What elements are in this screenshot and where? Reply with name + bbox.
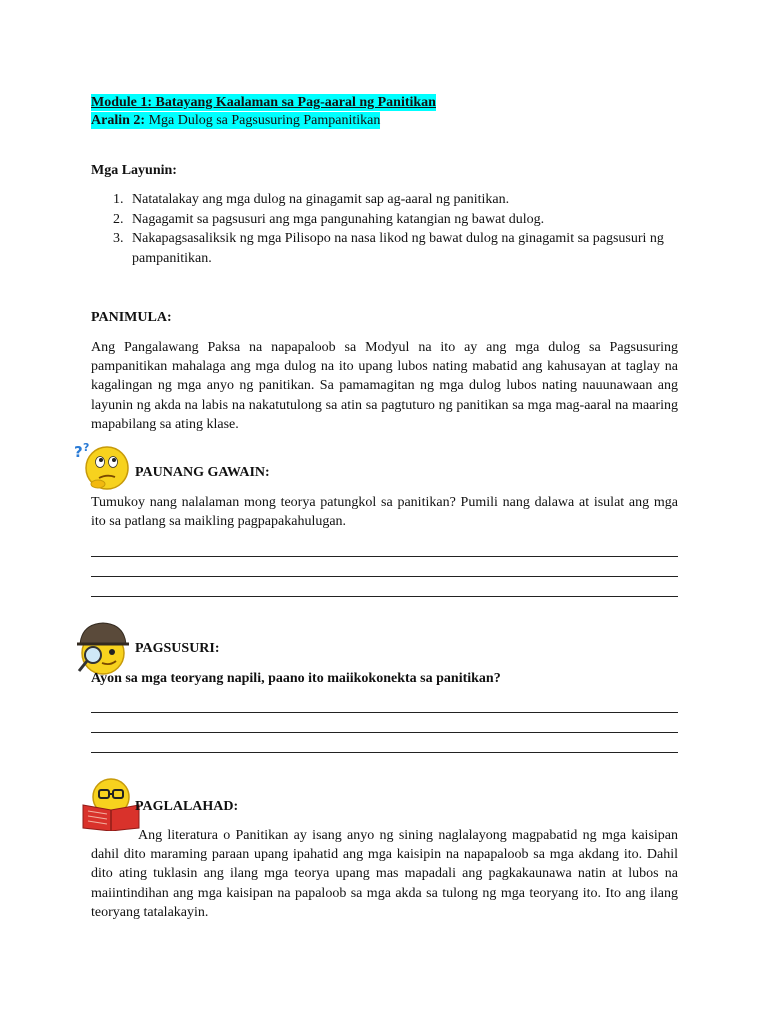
answer-line <box>91 556 678 557</box>
objective-item <box>91 229 681 268</box>
lesson-title <box>91 112 380 129</box>
discussion-heading: PAGLALAHAD: <box>135 799 239 814</box>
activity-heading: PAUNANG GAWAIN: <box>135 465 270 480</box>
objective-text: Natatalakay ang mga dulog na ginagamit sap ag-aaral ng panitikan. <box>132 192 510 207</box>
svg-text:?: ? <box>83 441 90 454</box>
reading-face-icon <box>80 775 142 831</box>
objective-item <box>91 210 681 230</box>
module-title: Module 1: Batayang Kaalaman sa Pag-aaral ng Panitikan <box>91 95 436 110</box>
objective-item <box>91 190 681 210</box>
intro-paragraph: Ang Pangalawang Paksa na napapaloob sa Modyul na ito ay ang mga dulog sa Pagsusuring pampanitikan mahalaga ang mga dulog na ito upang lubos nating mabatid ang kahusayan at taglay na kagalingan ng mga anyo ng panitikan. Sa pamamagitan ng mga dulog lubos nating nauunawaan ang layunin ng akda na labis na nakatutulong sa atin sa pagtuturo ng panitikan sa mga mag-aaral na maaring mapabilang sa ating klase. <box>91 340 678 432</box>
activity-instructions: Tumukoy nang nalalaman mong teorya patungkol sa panitikan? Pumili nang dalawa at isulat ang mga ito sa patlang sa maikling pagpapakahulugan. <box>91 495 678 530</box>
intro-heading: PANIMULA: <box>91 310 172 325</box>
lesson-label: Aralin 2: <box>91 113 146 128</box>
svg-text:?: ? <box>74 443 83 461</box>
objective-number: 3. <box>113 231 124 246</box>
objective-text: Nakapagsasaliksik ng mga Pilisopo na nasa likod ng bawat dulog na ginagamit sa pagsusuri ng pampanitikan. <box>132 231 664 266</box>
lesson-title-text: Mga Dulog sa Pagsusuring Pampanitikan <box>148 113 381 128</box>
objective-number: 2. <box>113 211 124 227</box>
objectives-heading: Mga Layunin: <box>91 163 177 178</box>
answer-line <box>91 752 678 753</box>
answer-line <box>91 712 678 713</box>
analysis-heading: PAGSUSURI: <box>135 641 220 656</box>
answer-line <box>91 732 678 733</box>
thinking-face-icon <box>72 439 132 495</box>
answer-line <box>91 576 678 577</box>
objectives-list <box>91 190 681 268</box>
detective-face-icon <box>74 618 132 678</box>
analysis-question: Ayon sa mga teoryang napili, paano ito maiikokonekta sa panitikan? <box>91 671 501 686</box>
discussion-paragraph: Ang literatura o Panitikan ay isang anyo ng sining naglalayong magpabatid ng mga kaisipan dahil dito maraming paraan upang ipahatid ang mga kaisipin na napapaloob sa mga akdang ito. Dahil dito ating tuklasin ang ilang mga teorya upang mas mapadali ang pagkakaunawa natin at lubos na maiintindihan ang mga kaisipan na papaloob sa mga akda sa tulong ng mga teoryang ito. Ito ang ilang teoryang tatalakayin. <box>91 828 678 920</box>
objective-number: 1. <box>113 192 124 207</box>
objective-text: Nagagamit sa pagsusuri ang mga pangunahing katangian ng bawat dulog. <box>132 211 545 227</box>
answer-line <box>91 596 678 597</box>
